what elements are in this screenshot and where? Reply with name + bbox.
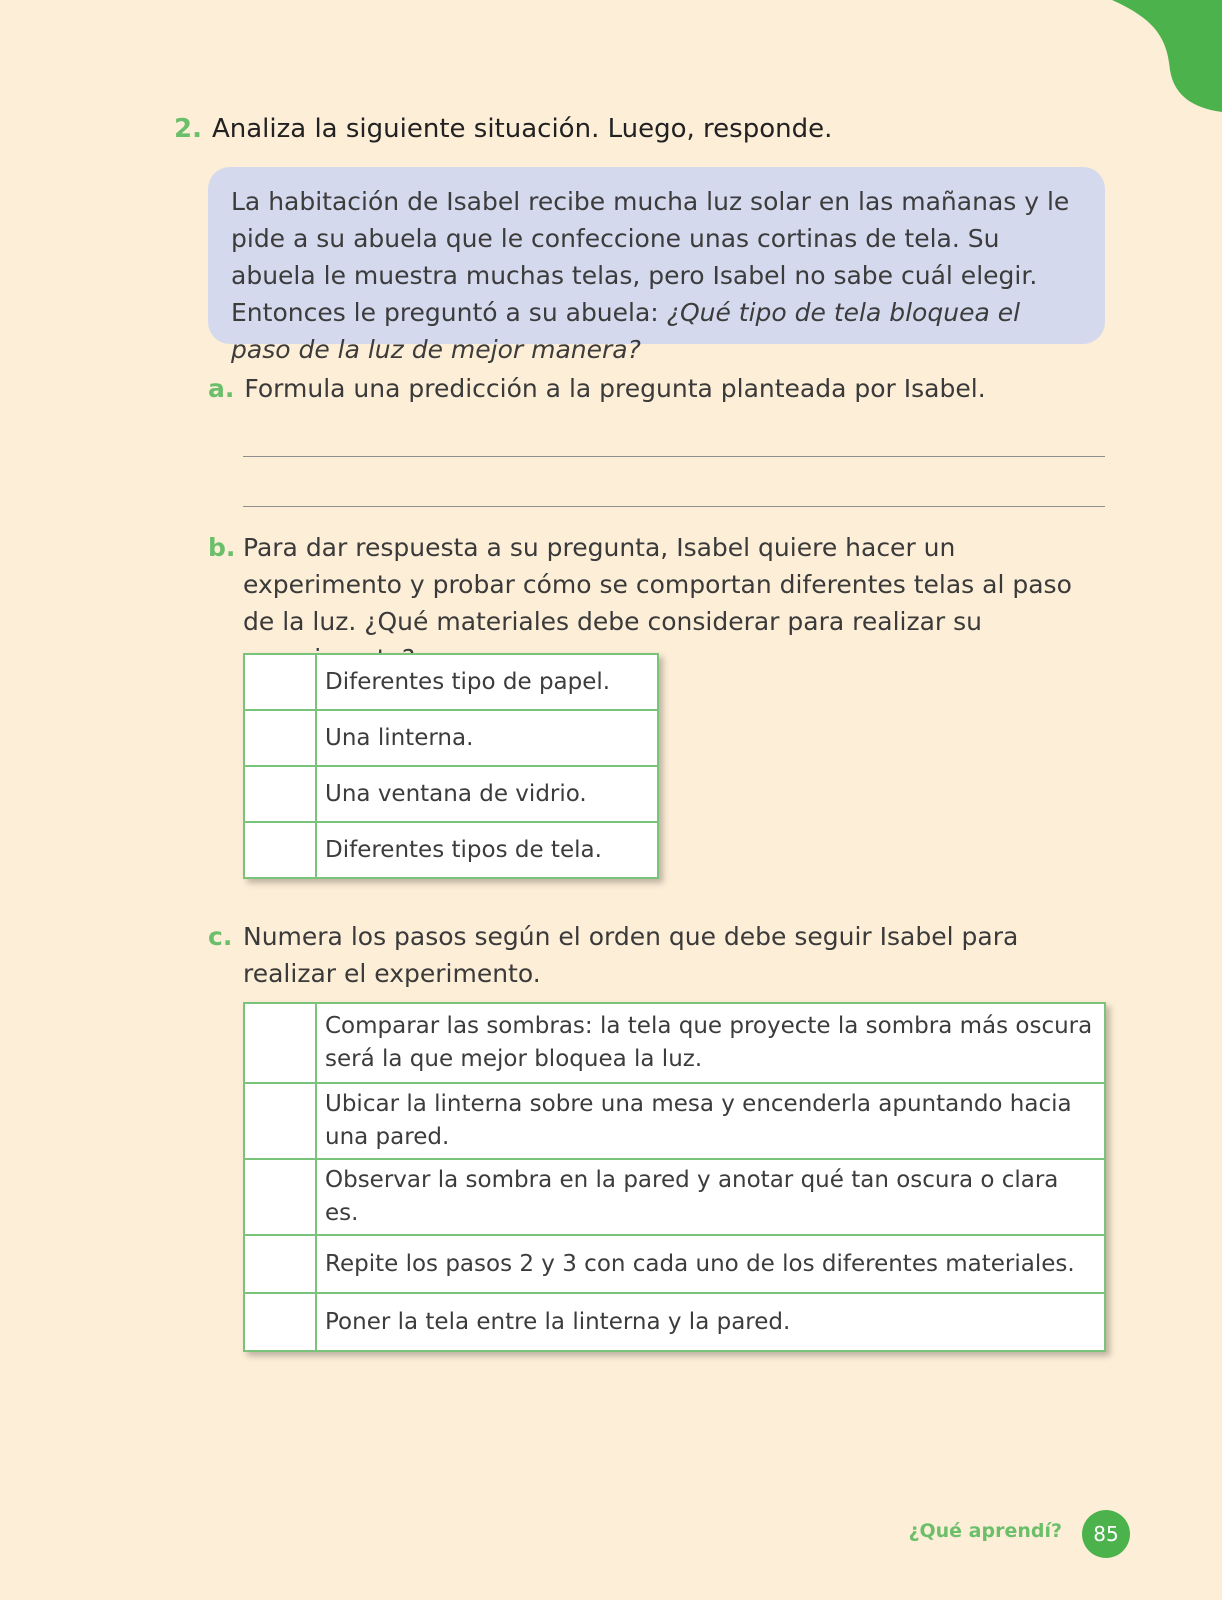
steps-table bbox=[243, 1002, 1106, 1352]
checkbox-cell[interactable] bbox=[244, 766, 316, 822]
number-cell[interactable] bbox=[244, 1003, 316, 1083]
table-row bbox=[244, 1235, 1105, 1293]
number-cell[interactable] bbox=[244, 1159, 316, 1235]
option-text: Una linterna. bbox=[316, 710, 658, 766]
item-b-text: Para dar respuesta a su pregunta, Isabel quiere hacer un experimento y probar cómo se comportan diferentes telas al paso de la luz. ¿Qué materiales debe considerar para realizar su bbox=[243, 533, 1072, 636]
step-text: Observar la sombra en la pared y anotar qué tan oscura o clara es. bbox=[316, 1159, 1105, 1235]
table-row bbox=[244, 1083, 1105, 1159]
step-text: Repite los pasos 2 y 3 con cada uno de los diferentes materiales. bbox=[316, 1235, 1105, 1293]
table-row bbox=[244, 1003, 1105, 1083]
item-c-letter: c. bbox=[208, 922, 233, 951]
table-row bbox=[244, 766, 658, 822]
corner-decoration bbox=[1112, 0, 1222, 112]
table-row bbox=[244, 822, 658, 878]
number-cell[interactable] bbox=[244, 1083, 316, 1159]
table-row bbox=[244, 1293, 1105, 1351]
item-c-text: Numera los pasos según el orden que debe seguir Isabel para realizar el experimento. bbox=[243, 922, 1019, 988]
option-text: Diferentes tipos de tela. bbox=[316, 822, 658, 878]
table-row bbox=[244, 654, 658, 710]
situation-box bbox=[208, 167, 1105, 364]
checkbox-cell[interactable] bbox=[244, 710, 316, 766]
step-text: Poner la tela entre la linterna y la pared. bbox=[316, 1293, 1105, 1351]
answer-line-2[interactable] bbox=[243, 506, 1105, 507]
answer-line-1[interactable] bbox=[243, 456, 1105, 457]
page-number: 85 bbox=[1082, 1510, 1130, 1558]
question-number: 2. bbox=[174, 114, 202, 144]
table-row bbox=[244, 710, 658, 766]
option-text: Diferentes tipo de papel. bbox=[316, 654, 658, 710]
number-cell[interactable] bbox=[244, 1293, 316, 1351]
question-title: Analiza la siguiente situación. Luego, responde. bbox=[211, 114, 833, 144]
item-b-letter: b. bbox=[208, 533, 236, 562]
step-text: Ubicar la linterna sobre una mesa y encenderla apuntando hacia una pared. bbox=[316, 1083, 1105, 1159]
table-row bbox=[244, 1159, 1105, 1235]
item-a-letter: a. bbox=[208, 374, 235, 403]
step-text: Comparar las sombras: la tela que proyecte la sombra más oscura será la que mejor bloquea la luz. bbox=[316, 1003, 1105, 1083]
number-cell[interactable] bbox=[244, 1235, 316, 1293]
item-a bbox=[208, 374, 986, 403]
section-label: ¿Qué aprendí? bbox=[908, 1520, 1062, 1542]
item-c bbox=[208, 918, 1108, 992]
question-header bbox=[174, 114, 832, 144]
checkbox-cell[interactable] bbox=[244, 822, 316, 878]
checkbox-cell[interactable] bbox=[244, 654, 316, 710]
item-a-text: Formula una predicción a la pregunta planteada por Isabel. bbox=[244, 374, 986, 403]
materials-table bbox=[243, 653, 659, 879]
situation-question: ¿Qué tipo de tela bloquea el paso de la luz de mejor manera? bbox=[231, 298, 1021, 364]
option-text: Una ventana de vidrio. bbox=[316, 766, 658, 822]
situation-text: La habitación de Isabel recibe mucha luz solar en las mañanas y le pide a su abuela que le confeccione unas cortinas de tela. Su abuela le muestra muchas telas, pero Isabel no sabe cuál elegir. Entonces le preguntó a su abuela: bbox=[231, 187, 1070, 327]
